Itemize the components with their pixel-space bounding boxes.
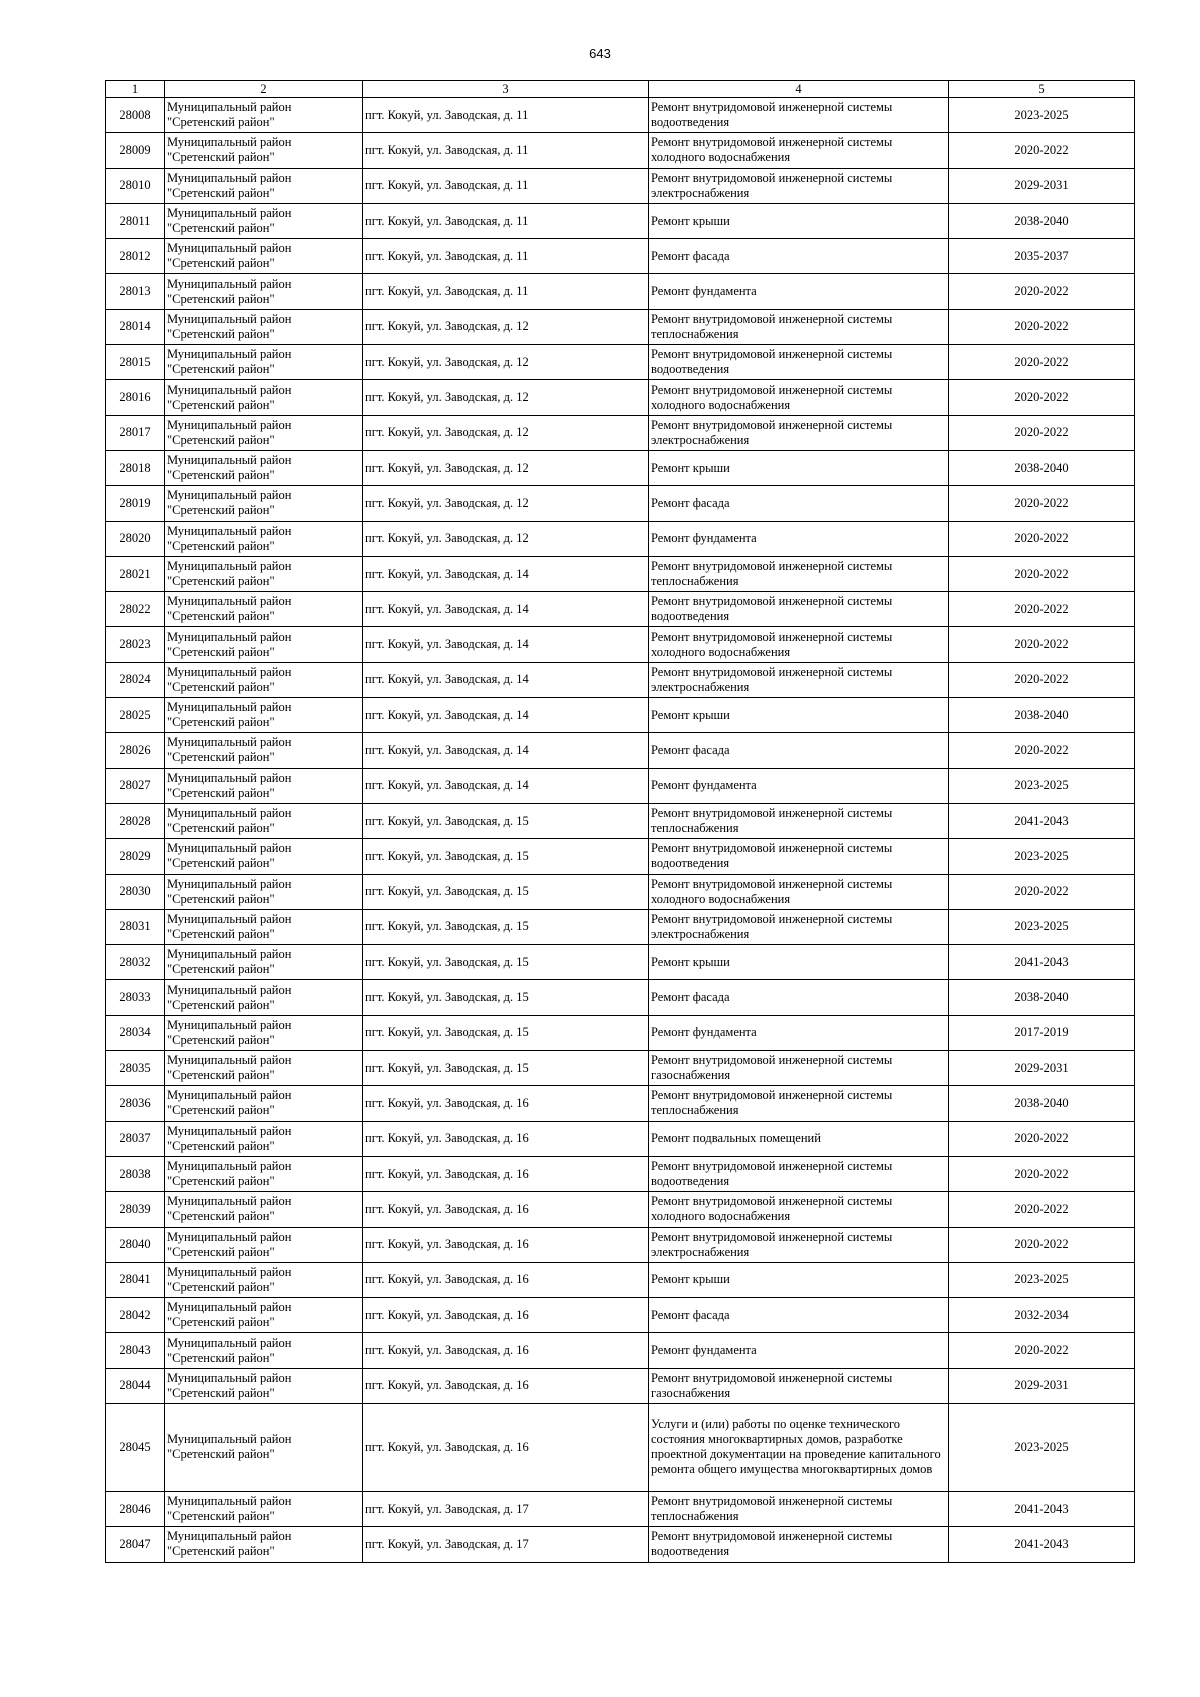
work-type-cell: Ремонт фундамента	[649, 768, 949, 803]
row-number: 28026	[106, 733, 165, 768]
row-number: 28044	[106, 1368, 165, 1403]
municipality-cell: Муниципальный район "Сретенский район"	[165, 627, 363, 662]
table-row	[106, 874, 1135, 909]
municipality-cell: Муниципальный район "Сретенский район"	[165, 203, 363, 238]
municipality-cell: Муниципальный район "Сретенский район"	[165, 768, 363, 803]
work-type-cell: Ремонт внутридомовой инженерной системы водоотведения	[649, 98, 949, 133]
municipality-cell: Муниципальный район "Сретенский район"	[165, 1368, 363, 1403]
address-cell: пгт. Кокуй, ул. Заводская, д. 16	[363, 1192, 649, 1227]
address-cell: пгт. Кокуй, ул. Заводская, д. 11	[363, 203, 649, 238]
work-type-cell: Ремонт внутридомовой инженерной системы холодного водоснабжения	[649, 627, 949, 662]
table-row	[106, 1333, 1135, 1368]
address-cell: пгт. Кокуй, ул. Заводская, д. 15	[363, 1015, 649, 1050]
period-cell: 2020-2022	[949, 1192, 1135, 1227]
address-cell: пгт. Кокуй, ул. Заводская, д. 16	[363, 1298, 649, 1333]
address-cell: пгт. Кокуй, ул. Заводская, д. 12	[363, 380, 649, 415]
table-row	[106, 274, 1135, 309]
address-cell: пгт. Кокуй, ул. Заводская, д. 12	[363, 345, 649, 380]
column-header-3: 3	[363, 81, 649, 98]
period-cell: 2029-2031	[949, 1368, 1135, 1403]
row-number: 28028	[106, 803, 165, 838]
work-type-cell: Услуги и (или) работы по оценке технического состояния многоквартирных домов, разработке проектной документации на проведение капитального ремонта общего имущества многоквартирных домов	[649, 1403, 949, 1491]
table-row	[106, 380, 1135, 415]
municipality-cell: Муниципальный район "Сретенский район"	[165, 1527, 363, 1562]
table-row	[106, 1491, 1135, 1526]
table-row	[106, 1298, 1135, 1333]
municipality-cell: Муниципальный район "Сретенский район"	[165, 1051, 363, 1086]
table-row	[106, 486, 1135, 521]
period-cell: 2038-2040	[949, 203, 1135, 238]
work-type-cell: Ремонт фасада	[649, 1298, 949, 1333]
address-cell: пгт. Кокуй, ул. Заводская, д. 11	[363, 133, 649, 168]
work-type-cell: Ремонт внутридомовой инженерной системы теплоснабжения	[649, 556, 949, 591]
column-header-4: 4	[649, 81, 949, 98]
period-cell: 2035-2037	[949, 239, 1135, 274]
municipality-cell: Муниципальный район "Сретенский район"	[165, 662, 363, 697]
row-number: 28023	[106, 627, 165, 662]
table-row	[106, 1368, 1135, 1403]
period-cell: 2020-2022	[949, 627, 1135, 662]
work-type-cell: Ремонт внутридомовой инженерной системы водоотведения	[649, 1527, 949, 1562]
municipality-cell: Муниципальный район "Сретенский район"	[165, 1156, 363, 1191]
address-cell: пгт. Кокуй, ул. Заводская, д. 14	[363, 592, 649, 627]
table-row	[106, 1227, 1135, 1262]
table-row	[106, 1015, 1135, 1050]
municipality-cell: Муниципальный район "Сретенский район"	[165, 839, 363, 874]
work-type-cell: Ремонт крыши	[649, 945, 949, 980]
table-row	[106, 1121, 1135, 1156]
period-cell: 2032-2034	[949, 1298, 1135, 1333]
row-number: 28017	[106, 415, 165, 450]
municipality-cell: Муниципальный район "Сретенский район"	[165, 486, 363, 521]
table-row	[106, 1527, 1135, 1562]
address-cell: пгт. Кокуй, ул. Заводская, д. 17	[363, 1491, 649, 1526]
row-number: 28021	[106, 556, 165, 591]
municipality-cell: Муниципальный район "Сретенский район"	[165, 274, 363, 309]
address-cell: пгт. Кокуй, ул. Заводская, д. 16	[363, 1262, 649, 1297]
table-row	[106, 239, 1135, 274]
address-cell: пгт. Кокуй, ул. Заводская, д. 15	[363, 980, 649, 1015]
table-row	[106, 839, 1135, 874]
period-cell: 2020-2022	[949, 1227, 1135, 1262]
municipality-cell: Муниципальный район "Сретенский район"	[165, 168, 363, 203]
row-number: 28016	[106, 380, 165, 415]
municipality-cell: Муниципальный район "Сретенский район"	[165, 239, 363, 274]
period-cell: 2029-2031	[949, 1051, 1135, 1086]
municipality-cell: Муниципальный район "Сретенский район"	[165, 1333, 363, 1368]
period-cell: 2020-2022	[949, 874, 1135, 909]
work-type-cell: Ремонт внутридомовой инженерной системы электроснабжения	[649, 909, 949, 944]
period-cell: 2038-2040	[949, 1086, 1135, 1121]
address-cell: пгт. Кокуй, ул. Заводская, д. 11	[363, 98, 649, 133]
period-cell: 2020-2022	[949, 1121, 1135, 1156]
row-number: 28036	[106, 1086, 165, 1121]
municipality-cell: Муниципальный район "Сретенский район"	[165, 380, 363, 415]
row-number: 28032	[106, 945, 165, 980]
address-cell: пгт. Кокуй, ул. Заводская, д. 15	[363, 945, 649, 980]
address-cell: пгт. Кокуй, ул. Заводская, д. 12	[363, 521, 649, 556]
table-row	[106, 345, 1135, 380]
work-type-cell: Ремонт фасада	[649, 733, 949, 768]
work-type-cell: Ремонт фундамента	[649, 274, 949, 309]
table-row	[106, 1051, 1135, 1086]
column-header-1: 1	[106, 81, 165, 98]
work-type-cell: Ремонт крыши	[649, 203, 949, 238]
municipality-cell: Муниципальный район "Сретенский район"	[165, 521, 363, 556]
table-row	[106, 768, 1135, 803]
period-cell: 2020-2022	[949, 592, 1135, 627]
period-cell: 2020-2022	[949, 521, 1135, 556]
period-cell: 2041-2043	[949, 803, 1135, 838]
municipality-cell: Муниципальный район "Сретенский район"	[165, 1262, 363, 1297]
row-number: 28039	[106, 1192, 165, 1227]
municipality-cell: Муниципальный район "Сретенский район"	[165, 909, 363, 944]
address-cell: пгт. Кокуй, ул. Заводская, д. 16	[363, 1156, 649, 1191]
period-cell: 2038-2040	[949, 698, 1135, 733]
work-type-cell: Ремонт внутридомовой инженерной системы теплоснабжения	[649, 803, 949, 838]
work-type-cell: Ремонт крыши	[649, 698, 949, 733]
address-cell: пгт. Кокуй, ул. Заводская, д. 15	[363, 803, 649, 838]
work-type-cell: Ремонт подвальных помещений	[649, 1121, 949, 1156]
address-cell: пгт. Кокуй, ул. Заводская, д. 11	[363, 274, 649, 309]
work-type-cell: Ремонт внутридомовой инженерной системы холодного водоснабжения	[649, 133, 949, 168]
municipality-cell: Муниципальный район "Сретенский район"	[165, 345, 363, 380]
table-row	[106, 1086, 1135, 1121]
table-row	[106, 662, 1135, 697]
work-type-cell: Ремонт фундамента	[649, 1333, 949, 1368]
row-number: 28029	[106, 839, 165, 874]
row-number: 28035	[106, 1051, 165, 1086]
period-cell: 2020-2022	[949, 274, 1135, 309]
address-cell: пгт. Кокуй, ул. Заводская, д. 16	[363, 1368, 649, 1403]
address-cell: пгт. Кокуй, ул. Заводская, д. 15	[363, 839, 649, 874]
table-row	[106, 168, 1135, 203]
address-cell: пгт. Кокуй, ул. Заводская, д. 15	[363, 909, 649, 944]
work-type-cell: Ремонт внутридомовой инженерной системы электроснабжения	[649, 168, 949, 203]
table-row	[106, 415, 1135, 450]
work-type-cell: Ремонт внутридомовой инженерной системы электроснабжения	[649, 1227, 949, 1262]
period-cell: 2023-2025	[949, 909, 1135, 944]
address-cell: пгт. Кокуй, ул. Заводская, д. 12	[363, 450, 649, 485]
table-row	[106, 698, 1135, 733]
address-cell: пгт. Кокуй, ул. Заводская, д. 14	[363, 627, 649, 662]
repair-schedule-table	[105, 80, 1135, 1563]
table-row	[106, 309, 1135, 344]
table-row	[106, 133, 1135, 168]
period-cell: 2020-2022	[949, 662, 1135, 697]
period-cell: 2023-2025	[949, 1262, 1135, 1297]
row-number: 28019	[106, 486, 165, 521]
work-type-cell: Ремонт внутридомовой инженерной системы электроснабжения	[649, 662, 949, 697]
work-type-cell: Ремонт фундамента	[649, 521, 949, 556]
table-row	[106, 803, 1135, 838]
municipality-cell: Муниципальный район "Сретенский район"	[165, 592, 363, 627]
municipality-cell: Муниципальный район "Сретенский район"	[165, 698, 363, 733]
work-type-cell: Ремонт внутридомовой инженерной системы холодного водоснабжения	[649, 380, 949, 415]
address-cell: пгт. Кокуй, ул. Заводская, д. 17	[363, 1527, 649, 1562]
work-type-cell: Ремонт внутридомовой инженерной системы теплоснабжения	[649, 309, 949, 344]
row-number: 28025	[106, 698, 165, 733]
table-row	[106, 556, 1135, 591]
address-cell: пгт. Кокуй, ул. Заводская, д. 14	[363, 733, 649, 768]
address-cell: пгт. Кокуй, ул. Заводская, д. 14	[363, 698, 649, 733]
row-number: 28038	[106, 1156, 165, 1191]
row-number: 28030	[106, 874, 165, 909]
period-cell: 2020-2022	[949, 1333, 1135, 1368]
row-number: 28022	[106, 592, 165, 627]
table-row	[106, 203, 1135, 238]
municipality-cell: Муниципальный район "Сретенский район"	[165, 98, 363, 133]
row-number: 28047	[106, 1527, 165, 1562]
period-cell: 2020-2022	[949, 380, 1135, 415]
address-cell: пгт. Кокуй, ул. Заводская, д. 12	[363, 486, 649, 521]
municipality-cell: Муниципальный район "Сретенский район"	[165, 1298, 363, 1333]
table-row	[106, 627, 1135, 662]
table-body	[106, 98, 1135, 1563]
table-row	[106, 1403, 1135, 1491]
address-cell: пгт. Кокуй, ул. Заводская, д. 11	[363, 168, 649, 203]
municipality-cell: Муниципальный район "Сретенский район"	[165, 945, 363, 980]
period-cell: 2020-2022	[949, 733, 1135, 768]
municipality-cell: Муниципальный район "Сретенский район"	[165, 415, 363, 450]
row-number: 28034	[106, 1015, 165, 1050]
table-row	[106, 980, 1135, 1015]
row-number: 28040	[106, 1227, 165, 1262]
address-cell: пгт. Кокуй, ул. Заводская, д. 12	[363, 415, 649, 450]
municipality-cell: Муниципальный район "Сретенский район"	[165, 133, 363, 168]
work-type-cell: Ремонт внутридомовой инженерной системы газоснабжения	[649, 1051, 949, 1086]
period-cell: 2020-2022	[949, 556, 1135, 591]
period-cell: 2038-2040	[949, 980, 1135, 1015]
work-type-cell: Ремонт фасада	[649, 239, 949, 274]
row-number: 28011	[106, 203, 165, 238]
row-number: 28024	[106, 662, 165, 697]
period-cell: 2023-2025	[949, 839, 1135, 874]
address-cell: пгт. Кокуй, ул. Заводская, д. 15	[363, 1051, 649, 1086]
row-number: 28031	[106, 909, 165, 944]
period-cell: 2041-2043	[949, 1527, 1135, 1562]
period-cell: 2041-2043	[949, 1491, 1135, 1526]
municipality-cell: Муниципальный район "Сретенский район"	[165, 874, 363, 909]
row-number: 28013	[106, 274, 165, 309]
row-number: 28033	[106, 980, 165, 1015]
work-type-cell: Ремонт фасада	[649, 486, 949, 521]
column-header-2: 2	[165, 81, 363, 98]
row-number: 28046	[106, 1491, 165, 1526]
page-number: 643	[589, 46, 611, 61]
work-type-cell: Ремонт внутридомовой инженерной системы водоотведения	[649, 592, 949, 627]
row-number: 28018	[106, 450, 165, 485]
period-cell: 2020-2022	[949, 415, 1135, 450]
period-cell: 2020-2022	[949, 486, 1135, 521]
address-cell: пгт. Кокуй, ул. Заводская, д. 16	[363, 1086, 649, 1121]
work-type-cell: Ремонт внутридомовой инженерной системы водоотведения	[649, 1156, 949, 1191]
row-number: 28037	[106, 1121, 165, 1156]
table-row	[106, 1156, 1135, 1191]
period-cell: 2020-2022	[949, 309, 1135, 344]
column-header-5: 5	[949, 81, 1135, 98]
period-cell: 2038-2040	[949, 450, 1135, 485]
row-number: 28009	[106, 133, 165, 168]
period-cell: 2023-2025	[949, 768, 1135, 803]
row-number: 28041	[106, 1262, 165, 1297]
period-cell: 2023-2025	[949, 1403, 1135, 1491]
municipality-cell: Муниципальный район "Сретенский район"	[165, 1015, 363, 1050]
work-type-cell: Ремонт внутридомовой инженерной системы газоснабжения	[649, 1368, 949, 1403]
work-type-cell: Ремонт внутридомовой инженерной системы теплоснабжения	[649, 1491, 949, 1526]
period-cell: 2023-2025	[949, 98, 1135, 133]
table-row	[106, 945, 1135, 980]
work-type-cell: Ремонт крыши	[649, 450, 949, 485]
work-type-cell: Ремонт внутридомовой инженерной системы водоотведения	[649, 345, 949, 380]
work-type-cell: Ремонт фасада	[649, 980, 949, 1015]
table-row	[106, 1192, 1135, 1227]
row-number: 28008	[106, 98, 165, 133]
municipality-cell: Муниципальный район "Сретенский район"	[165, 733, 363, 768]
table-row	[106, 98, 1135, 133]
period-cell: 2020-2022	[949, 1156, 1135, 1191]
municipality-cell: Муниципальный район "Сретенский район"	[165, 1192, 363, 1227]
address-cell: пгт. Кокуй, ул. Заводская, д. 14	[363, 662, 649, 697]
row-number: 28020	[106, 521, 165, 556]
row-number: 28014	[106, 309, 165, 344]
municipality-cell: Муниципальный район "Сретенский район"	[165, 556, 363, 591]
address-cell: пгт. Кокуй, ул. Заводская, д. 16	[363, 1227, 649, 1262]
work-type-cell: Ремонт крыши	[649, 1262, 949, 1297]
row-number: 28043	[106, 1333, 165, 1368]
work-type-cell: Ремонт внутридомовой инженерной системы холодного водоснабжения	[649, 874, 949, 909]
municipality-cell: Муниципальный район "Сретенский район"	[165, 1403, 363, 1491]
address-cell: пгт. Кокуй, ул. Заводская, д. 15	[363, 874, 649, 909]
table-row	[106, 521, 1135, 556]
table-row	[106, 1262, 1135, 1297]
work-type-cell: Ремонт внутридомовой инженерной системы электроснабжения	[649, 415, 949, 450]
period-cell: 2020-2022	[949, 133, 1135, 168]
row-number: 28027	[106, 768, 165, 803]
municipality-cell: Муниципальный район "Сретенский район"	[165, 1086, 363, 1121]
address-cell: пгт. Кокуй, ул. Заводская, д. 14	[363, 768, 649, 803]
table-header-row	[106, 81, 1135, 98]
row-number: 28012	[106, 239, 165, 274]
municipality-cell: Муниципальный район "Сретенский район"	[165, 803, 363, 838]
row-number: 28010	[106, 168, 165, 203]
municipality-cell: Муниципальный район "Сретенский район"	[165, 1227, 363, 1262]
municipality-cell: Муниципальный район "Сретенский район"	[165, 450, 363, 485]
address-cell: пгт. Кокуй, ул. Заводская, д. 14	[363, 556, 649, 591]
table-row	[106, 909, 1135, 944]
municipality-cell: Муниципальный район "Сретенский район"	[165, 980, 363, 1015]
municipality-cell: Муниципальный район "Сретенский район"	[165, 309, 363, 344]
work-type-cell: Ремонт фундамента	[649, 1015, 949, 1050]
period-cell: 2041-2043	[949, 945, 1135, 980]
table-row	[106, 733, 1135, 768]
row-number: 28045	[106, 1403, 165, 1491]
municipality-cell: Муниципальный район "Сретенский район"	[165, 1121, 363, 1156]
period-cell: 2017-2019	[949, 1015, 1135, 1050]
address-cell: пгт. Кокуй, ул. Заводская, д. 11	[363, 239, 649, 274]
table-row	[106, 450, 1135, 485]
row-number: 28042	[106, 1298, 165, 1333]
period-cell: 2020-2022	[949, 345, 1135, 380]
address-cell: пгт. Кокуй, ул. Заводская, д. 16	[363, 1121, 649, 1156]
address-cell: пгт. Кокуй, ул. Заводская, д. 16	[363, 1403, 649, 1491]
period-cell: 2029-2031	[949, 168, 1135, 203]
table-row	[106, 592, 1135, 627]
municipality-cell: Муниципальный район "Сретенский район"	[165, 1491, 363, 1526]
work-type-cell: Ремонт внутридомовой инженерной системы холодного водоснабжения	[649, 1192, 949, 1227]
address-cell: пгт. Кокуй, ул. Заводская, д. 12	[363, 309, 649, 344]
address-cell: пгт. Кокуй, ул. Заводская, д. 16	[363, 1333, 649, 1368]
work-type-cell: Ремонт внутридомовой инженерной системы теплоснабжения	[649, 1086, 949, 1121]
row-number: 28015	[106, 345, 165, 380]
work-type-cell: Ремонт внутридомовой инженерной системы водоотведения	[649, 839, 949, 874]
